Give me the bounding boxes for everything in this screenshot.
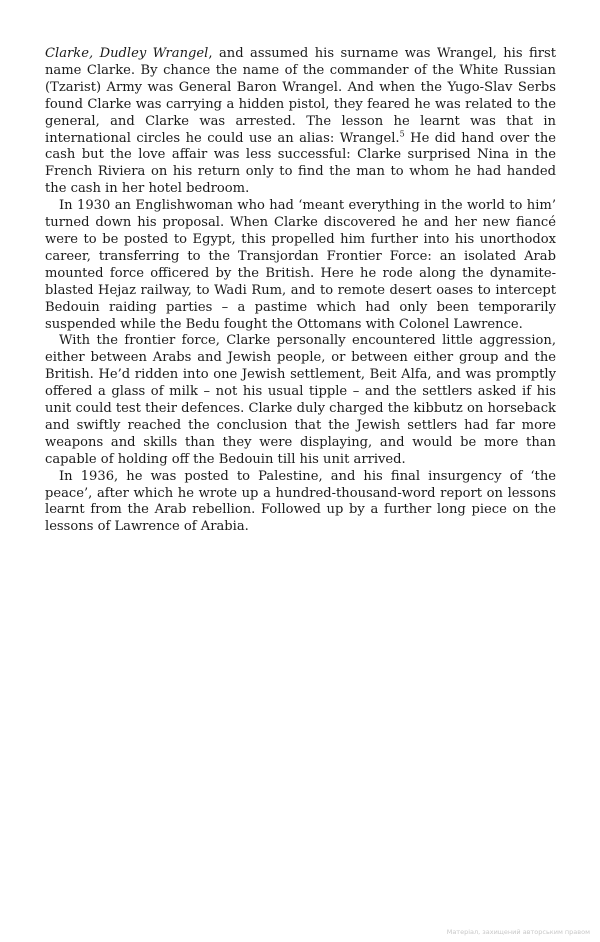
paragraph-2: In 1930 an Englishwoman who had ‘meant everything in the world to him’ turned down his proposal. When Clarke discovered he and her new fiancé were to be posted to Egypt, this propelled him further into his unorthodox career, transferring to the Transjordan Frontier Force: an isolated Arab mounted force officered by the British. Here he rode along the dynamite-blasted Hejaz railway, to Wadi Rum, and to remote desert oases to intercept Bedouin raiding parties – a pastime which had only been temporarily suspended while the Bedu fought the Ottomans with Colonel Lawrence. [45, 198, 556, 332]
paragraph-3: With the frontier force, Clarke personally encountered little aggression, either between Arabs and Jewish people, or between either group and the British. He’d ridden into one Jewish settlement, Beit Alfa, and was promptly offered a glass of milk – not his usual tipple – and the settlers asked if his unit could test their defences. Clarke duly charged the kibbutz on horseback and swiftly reached the conclusion that the Jewish settlers had far more weapons and skills than they were displaying, and would be more than capable of holding off the Bedouin till his unit arrived. [45, 333, 556, 467]
paragraph-1-text-a: , and assumed his surname was Wrangel, his first name Clarke. By chance the name of the commander of the White Russian (Tzarist) Army was General Baron Wrangel. And when the Yugo-Slav Serbs found Clarke was carrying a hidden pistol, they feared he was related to the general, and Clarke was arrested. The lesson he learnt was that in international circles he could use an alias: Wrangel. [45, 46, 557, 146]
body-text [45, 46, 556, 536]
italic-name: Clarke, Dudley Wrangel [45, 46, 209, 61]
copyright-watermark: Матеріал, захищений авторським правом [446, 928, 590, 936]
footnote-marker[interactable]: 5 [399, 129, 405, 139]
paragraph-1 [45, 46, 556, 198]
paragraph-4: In 1936, he was posted to Palestine, and his final insurgency of ‘the peace’, after which he wrote up a hundred-thousand-word report on lessons learnt from the Arab rebellion. Followed up by a further long piece on the lessons of Lawrence of Arabia. [45, 468, 556, 535]
paragraph-1-text-b: He did hand over the cash but the love affair was less successful: Clarke surprised Nina in the French Riviera on his return only to find the man to whom he had handed the cash in her hotel bedroom. [45, 130, 557, 197]
